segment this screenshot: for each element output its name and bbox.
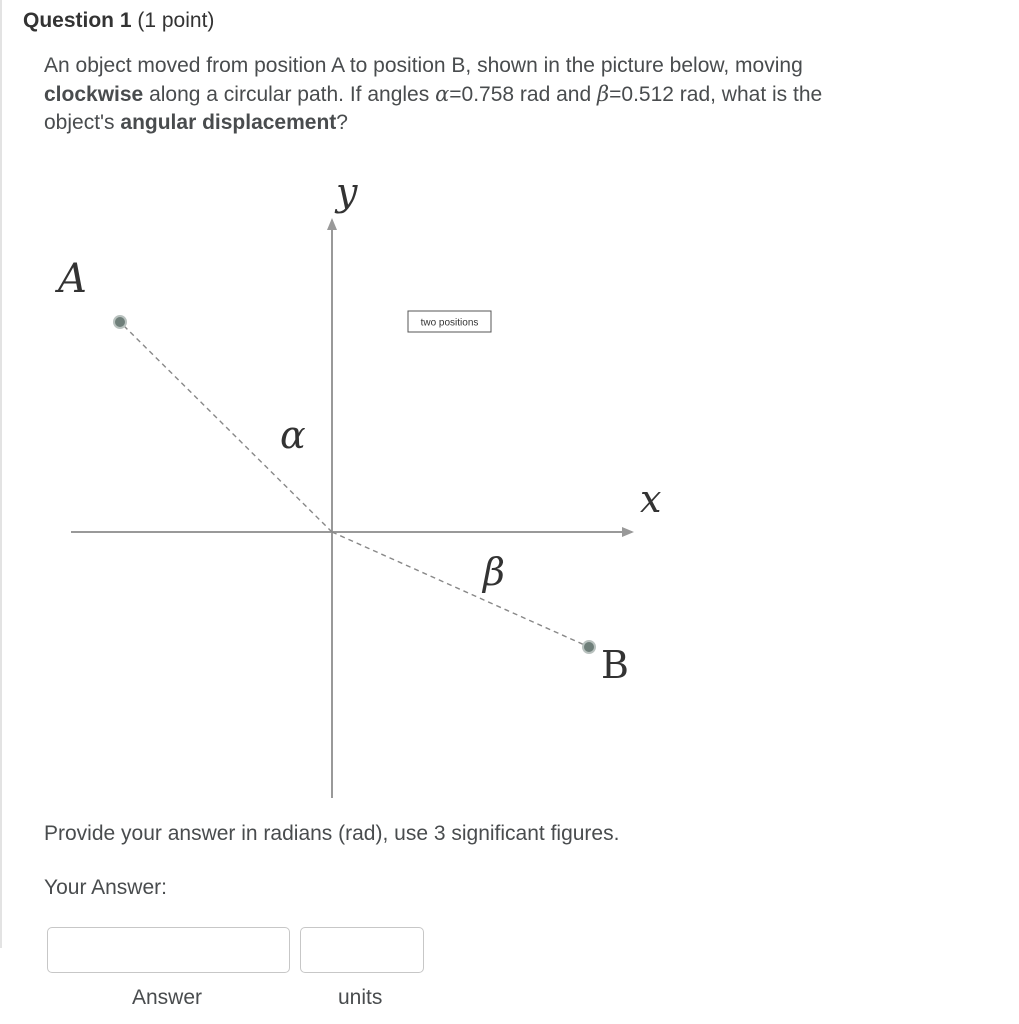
diagram-svg	[0, 160, 720, 810]
answer-input[interactable]	[47, 927, 290, 973]
instruction-text: Provide your answer in radians (rad), use 3 significant figures.	[44, 822, 620, 845]
question-points: (1 point)	[137, 9, 215, 32]
two-positions-text: two positions	[420, 317, 479, 329]
point-a-marker	[114, 316, 126, 328]
point-b-label: B	[601, 643, 629, 687]
prompt-alpha-symbol: α	[435, 82, 450, 106]
diagram-figure	[0, 160, 720, 810]
your-answer-label: Your Answer:	[44, 876, 167, 899]
prompt-text-1: An object moved from position A to position B, shown in the picture below, moving	[44, 54, 803, 77]
prompt-beta-value: =0.512 rad, what is the	[609, 83, 823, 106]
prompt-text-4: ?	[336, 111, 348, 134]
question-header	[23, 8, 214, 34]
units-input[interactable]	[300, 927, 424, 973]
alpha-angle-label: α	[280, 413, 306, 457]
point-b-marker	[583, 641, 595, 653]
x-axis-label: x	[640, 477, 662, 521]
prompt-beta-symbol: β	[596, 82, 610, 106]
prompt-text-3: object's	[44, 111, 121, 134]
point-a-label: A	[58, 256, 87, 302]
beta-angle-label: β	[483, 550, 505, 594]
prompt-bold-clockwise: clockwise	[44, 83, 144, 106]
y-axis-label: y	[336, 170, 358, 214]
answer-caption: Answer	[132, 986, 203, 1009]
radius-to-b-dashed	[332, 532, 589, 647]
prompt-bold-angular-displacement: angular displacement	[120, 111, 337, 134]
question-prompt	[44, 52, 924, 137]
prompt-text-2: along a circular path. If angles	[143, 83, 436, 106]
units-caption: units	[338, 986, 383, 1009]
prompt-alpha-value: =0.758 rad and	[449, 83, 597, 106]
question-number: Question 1	[23, 9, 132, 32]
